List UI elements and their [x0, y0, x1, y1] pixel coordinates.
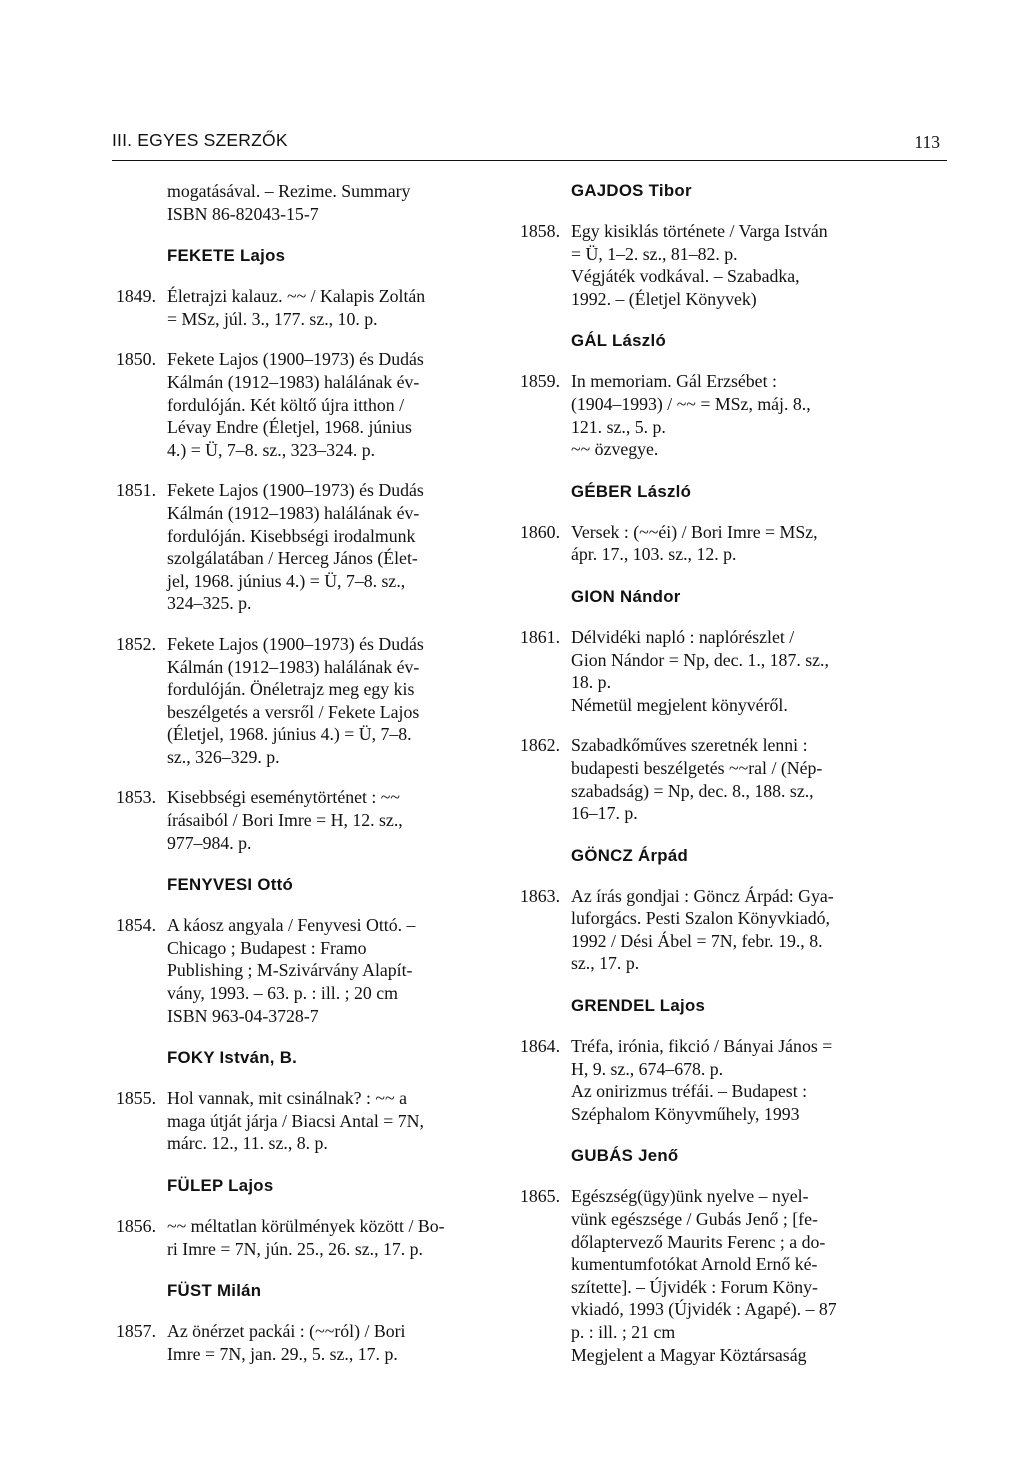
text-line: 1992 / Dési Ábel = 7N, febr. 19., 8. [571, 930, 823, 951]
entry-number: 1859. [520, 371, 561, 392]
text-line: Délvidéki napló : naplórészlet / [571, 626, 795, 647]
text-line: vkiadó, 1993 (Újvidék : Agapé). – 87 [571, 1299, 837, 1320]
text-line: vány, 1993. – 63. p. : ill. ; 20 cm [167, 983, 398, 1004]
text-line: Tréfa, irónia, fikció / Bányai János = [571, 1036, 833, 1057]
text-line: ápr. 17., 103. sz., 12. p. [571, 544, 737, 565]
author-heading: GÁL László [571, 331, 667, 351]
right-column [520, 180, 930, 1366]
header-divider [112, 160, 947, 161]
text-line: 18. p. [571, 672, 612, 693]
bib-entry [116, 285, 496, 330]
text-line: (1904–1993) / ~~ = MSz, máj. 8., [571, 393, 811, 414]
text-line: Fekete Lajos (1900–1973) és Dudás [167, 633, 424, 654]
text-line: szabadság) = Np, dec. 8., 188. sz., [571, 780, 814, 801]
text-line: sz., 17. p. [571, 953, 640, 974]
author-heading: FÜLEP Lajos [167, 1176, 274, 1195]
text-line: jel, 1968. június 4.) = Ü, 7–8. sz., [167, 570, 406, 591]
bib-entry [520, 220, 930, 310]
entry-number: 1862. [520, 735, 561, 756]
text-line: Kálmán (1912–1983) halálának év- [167, 656, 420, 677]
text-line: Kisebbségi eseménytörténet : ~~ [167, 787, 401, 808]
text-line: H, 9. sz., 674–678. p. [571, 1058, 724, 1079]
text-line: szítette]. – Újvidék : Forum Köny- [571, 1276, 818, 1297]
text-line: Egészség(ügy)ünk nyelve – nyel- [571, 1186, 809, 1207]
text-line: luforgács. Pesti Szalon Könyvkiadó, [571, 908, 830, 929]
entry-number: 1854. [116, 915, 157, 936]
entry-number: 1850. [116, 349, 157, 370]
entry-number: 1860. [520, 521, 561, 542]
text-line: 4.) = Ü, 7–8. sz., 323–324. p. [167, 439, 376, 460]
text-line: Megjelent a Magyar Köztársaság [571, 1344, 807, 1365]
author-heading: GION Nándor [571, 586, 681, 606]
text-line: ISBN 86-82043-15-7 [167, 203, 319, 224]
text-line: ISBN 963-04-3728-7 [167, 1005, 319, 1026]
text-line: Életrajzi kalauz. ~~ / Kalapis Zoltán [167, 286, 426, 307]
bib-entry [116, 1320, 496, 1365]
text-line: mogatásával. – Rezime. Summary [167, 181, 411, 201]
bib-entry [520, 1185, 930, 1366]
bib-entry [520, 370, 930, 460]
bib-entry [520, 1035, 930, 1125]
entry-number: 1863. [520, 885, 561, 906]
bib-entry [520, 626, 930, 716]
entry-number: 1852. [116, 633, 157, 654]
text-line: Végjáték vodkával. – Szabadka, [571, 266, 800, 287]
text-line: Chicago ; Budapest : Framo [167, 937, 367, 958]
text-line: Fekete Lajos (1900–1973) és Dudás [167, 480, 424, 501]
text-line: 1992. – (Életjel Könyvek) [571, 288, 757, 309]
author-heading: FENYVESI Ottó [167, 875, 294, 895]
entry-number: 1853. [116, 787, 157, 808]
author-heading: FEKETE Lajos [167, 246, 286, 266]
bib-entry [116, 914, 496, 1027]
bib-entry [116, 1087, 496, 1155]
bib-entry [520, 734, 930, 824]
text-line: Imre = 7N, jan. 29., 5. sz., 17. p. [167, 1343, 398, 1364]
text-line: szolgálatában / Herceg János (Élet- [167, 548, 418, 569]
bib-entry [520, 521, 930, 566]
text-line: kumentumfotókat Arnold Ernő ké- [571, 1254, 818, 1275]
text-line: Versek : (~~éi) / Bori Imre = MSz, [571, 521, 818, 542]
text-line: Németül megjelent könyvéről. [571, 694, 788, 715]
bib-entry [116, 479, 496, 615]
text-line: ~~ méltatlan körülmények között / Bo- [167, 1216, 445, 1236]
text-line: Gion Nándor = Np, dec. 1., 187. sz., [571, 649, 829, 670]
author-heading: GÖNCZ Árpád [571, 845, 689, 865]
text-line: dőlaptervező Maurits Ferenc ; a do- [571, 1231, 826, 1252]
text-line: Lévay Endre (Életjel, 1968. június [167, 417, 412, 438]
section-title: III. EGYES SZERZŐK [112, 130, 288, 150]
text-line: In memoriam. Gál Erzsébet : [571, 371, 777, 392]
text-line: sz., 326–329. p. [167, 746, 280, 767]
entry-number: 1851. [116, 480, 157, 501]
bib-entry [116, 633, 496, 769]
text-line: ~~ özvegye. [571, 439, 659, 460]
author-heading: FÜST Milán [167, 1281, 262, 1301]
text-line: 977–984. p. [167, 832, 252, 853]
text-line: Az önérzet packái : (~~ról) / Bori [167, 1321, 406, 1342]
author-heading: GAJDOS Tibor [571, 181, 692, 200]
bib-entry [116, 1215, 496, 1260]
text-line: beszélgetés a versről / Fekete Lajos [167, 701, 420, 722]
text-line: Az onirizmus tréfái. – Budapest : [571, 1081, 808, 1102]
entry-number: 1857. [116, 1321, 157, 1342]
entry-number: 1856. [116, 1216, 157, 1236]
text-line: Szabadkőműves szeretnék lenni : [571, 735, 808, 756]
bib-entry [520, 885, 930, 975]
entry-number: 1865. [520, 1186, 561, 1207]
text-line: Kálmán (1912–1983) halálának év- [167, 371, 420, 392]
text-line: ri Imre = 7N, jún. 25., 26. sz., 17. p. [167, 1238, 423, 1259]
author-heading: GUBÁS Jenő [571, 1146, 679, 1166]
text-line: Széphalom Könyvműhely, 1993 [571, 1103, 800, 1124]
text-line: = Ü, 1–2. sz., 81–82. p. [571, 243, 738, 264]
text-line: A káosz angyala / Fenyvesi Ottó. – [167, 915, 416, 936]
text-line: írásaiból / Bori Imre = H, 12. sz., [167, 810, 403, 831]
entry-number: 1861. [520, 626, 561, 647]
text-line: Publishing ; M-Szivárvány Alapít- [167, 960, 413, 981]
page-number: 113 [914, 132, 940, 152]
bib-entry [116, 348, 496, 461]
text-line: fordulóján. Két költő újra itthon / [167, 394, 405, 415]
text-line: p. : ill. ; 21 cm [571, 1322, 676, 1342]
author-heading: GÉBER László [571, 481, 692, 501]
entry-number: 1864. [520, 1036, 561, 1057]
author-heading: GRENDEL Lajos [571, 996, 706, 1016]
text-line: Fekete Lajos (1900–1973) és Dudás [167, 349, 424, 370]
text-line: maga útját járja / Biacsi Antal = 7N, [167, 1110, 424, 1131]
text-line: vünk egészsége / Gubás Jenő ; [fe- [571, 1209, 818, 1230]
entry-number: 1849. [116, 286, 157, 307]
text-line: Kálmán (1912–1983) halálának év- [167, 502, 420, 523]
text-line: Hol vannak, mit csinálnak? : ~~ a [167, 1088, 407, 1109]
text-line: Egy kisiklás története / Varga István [571, 221, 828, 241]
text-line: fordulóján. Kisebbségi irodalmunk [167, 525, 416, 546]
text-line: Az írás gondjai : Göncz Árpád: Gya- [571, 885, 834, 906]
text-line: márc. 12., 11. sz., 8. p. [167, 1133, 328, 1154]
text-line: 324–325. p. [167, 593, 252, 614]
entry-number: 1855. [116, 1088, 157, 1109]
text-line: 16–17. p. [571, 803, 638, 824]
author-heading: FOKY István, B. [167, 1048, 298, 1068]
entry-number: 1858. [520, 221, 561, 241]
text-line: budapesti beszélgetés ~~ral / (Nép- [571, 757, 823, 778]
left-column [116, 180, 496, 1365]
continuation-text [116, 180, 496, 225]
text-line: fordulóján. Önéletrajz meg egy kis [167, 679, 415, 700]
text-line: (Életjel, 1968. június 4.) = Ü, 7–8. [167, 724, 412, 745]
bib-entry [116, 786, 496, 854]
text-line: = MSz, júl. 3., 177. sz., 10. p. [167, 308, 378, 329]
text-line: 121. sz., 5. p. [571, 416, 666, 437]
